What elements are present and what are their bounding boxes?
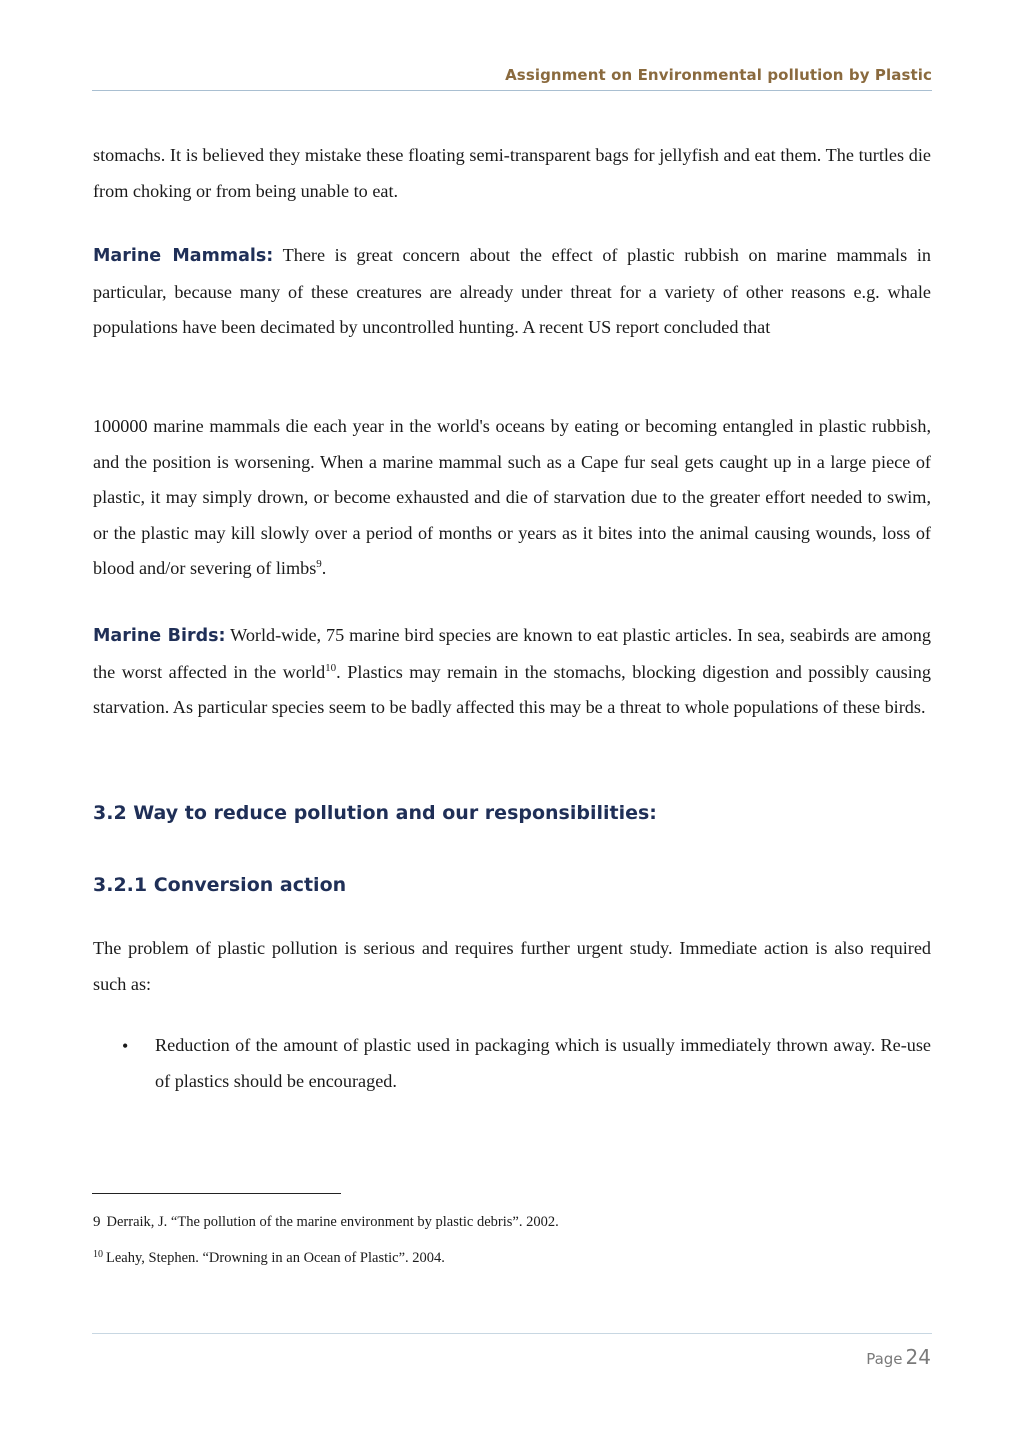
header-divider [92,90,932,91]
footnote-9 [93,1214,559,1231]
footnote-10 [93,1249,445,1267]
bullet-marker: • [122,1036,129,1056]
page-label: Page [866,1350,903,1368]
marine-mammals-label: Marine Mammals: [93,246,274,266]
footnote-9-text: Derraik, J. “The pollution of the marine environment by plastic debris”. 2002. [106,1214,559,1230]
marine-birds-text-a: World-wide, 75 marine bird species are known to eat plastic articles. In sea, seabirds are among the worst affected in the world [93,625,931,682]
footnote-10-text: Leahy, Stephen. “Drowning in an Ocean of Plastic”. 2004. [106,1250,445,1266]
footnote-ref-10[interactable]: 10 [325,661,337,674]
footnote-10-number: 10 [93,1249,103,1260]
section-heading-3-2: 3.2 Way to reduce pollution and our responsibilities: [93,802,657,824]
marine-birds-label: Marine Birds: [93,626,226,646]
footnote-ref-9[interactable]: 9 [316,558,322,570]
footnote-separator [92,1193,341,1194]
paragraph-conversion-intro: The problem of plastic pollution is serious and requires further urgent study. Immediate action is also required such as: [93,938,931,994]
paragraph-marine-birds [93,618,931,726]
section-heading-3-2-1: 3.2.1 Conversion action [93,874,347,896]
paragraph-turtles: stomachs. It is believed they mistake these floating semi-transparent bags for jellyfish and eat them. The turtles die from choking or from being unable to eat. [93,145,931,201]
paragraph-marine-mammals [93,238,931,346]
mammal-deaths-text: 100000 marine mammals die each year in the world's oceans by eating or becoming entangled in plastic rubbish, and the position is worsening. When a marine mammal such as a Cape fur seal gets caught up in a large piece of plastic, it may simply drown, or become exhausted and die of starvation due to the greater effort needed to swim, or the plastic may kill slowly over a period of months or years as it bites into the animal causing wounds, loss of blood and/or severing of limbs [93,416,931,578]
running-header: Assignment on Environmental pollution by Plastic [505,66,932,84]
marine-mammals-text: There is great concern about the effect of plastic rubbish on marine mammals in particular, because many of these creatures are already under threat for a variety of other reasons e.g. whale populations have been decimated by uncontrolled hunting. A recent US report concluded that [93,245,931,337]
marine-birds-text-b: . Plastics may remain in the stomachs, blocking digestion and possibly causing starvation. As particular species seem to be badly affected this may be a threat to whole populations of these birds. [93,661,931,717]
bullet-item: Reduction of the amount of plastic used in packaging which is usually immediately thrown away. Re-use of plastics should be encouraged. [155,1035,931,1091]
mammal-deaths-end: . [321,558,327,578]
page-number [866,1345,931,1369]
footer-divider [92,1333,932,1334]
page-number-value: 24 [905,1345,931,1369]
footnote-9-number: 9 [93,1214,101,1230]
paragraph-mammal-deaths [93,409,931,587]
